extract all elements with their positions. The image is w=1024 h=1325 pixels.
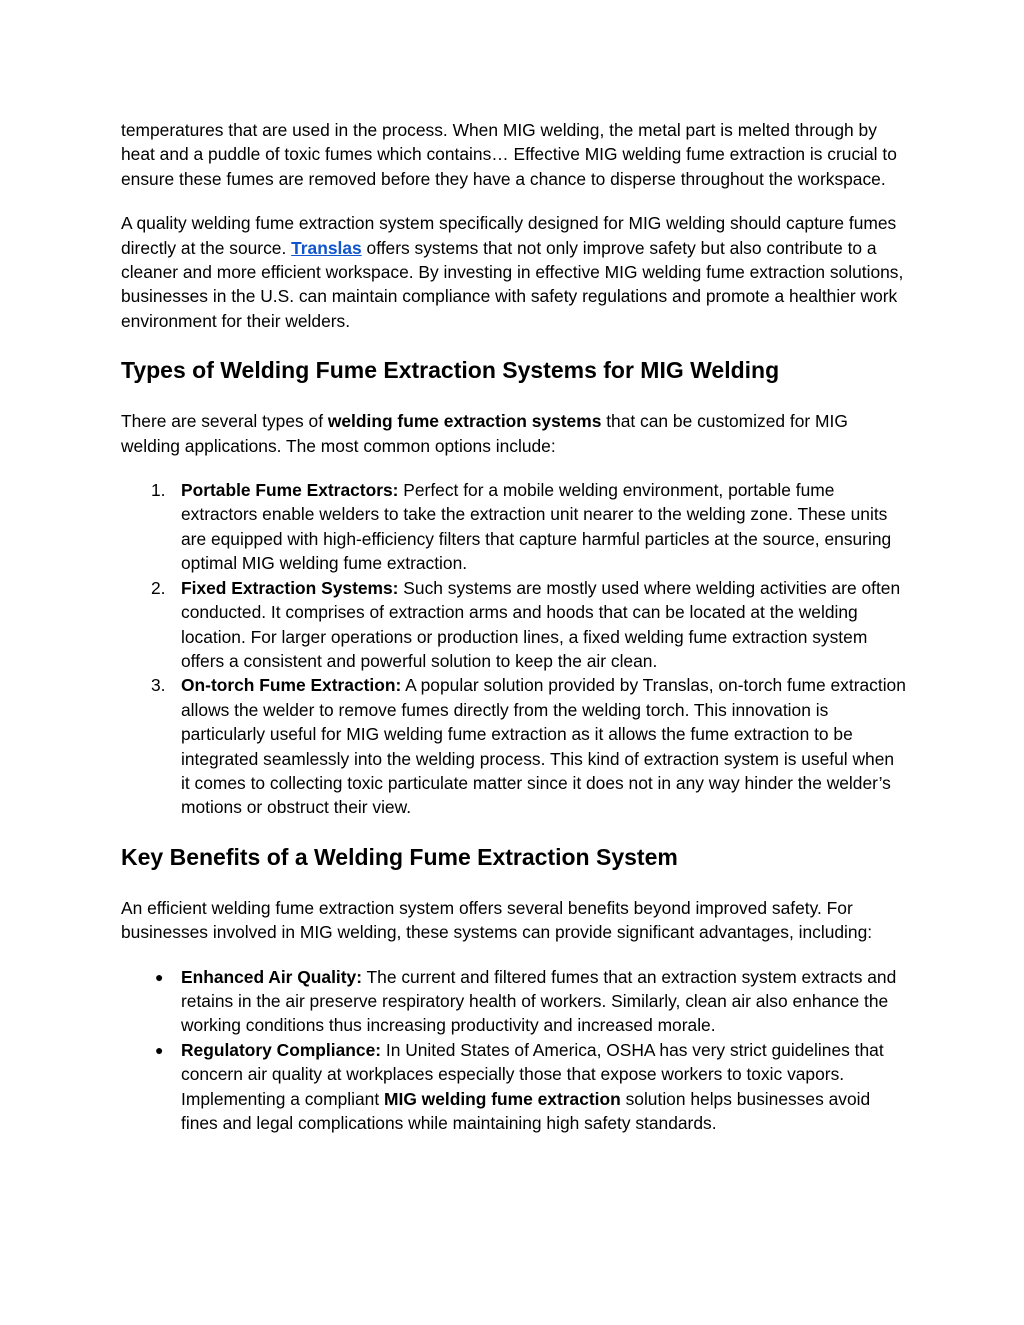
types-heading: Types of Welding Fume Extraction Systems for MIG Welding [121,357,780,384]
bullet-icon: ● [155,968,164,985]
list-item [121,478,906,576]
list-item-title: Portable Fume Extractors: [181,480,399,501]
translas-link[interactable]: Translas [291,237,362,258]
intro-p2-after: offers systems that not only improve safety but also contribute to a cleaner and more efficient workspace. By investing in effective MIG welding fume extraction solutions, businesses in the U.S. can maintain compliance with safety regulations and promote a healthier work environment for their welders. [121,237,904,331]
types-intro-bold: welding fume extraction systems [327,411,602,432]
list-number: 3. [151,675,166,696]
list-item-text: Perfect for a mobile welding environment, portable fume extractors enable welders to take the extraction unit nearer to the welding zone. These units are equipped with high-efficiency filters that capture harmful particles at the source, ensuring optimal MIG welding fume extraction. [181,480,892,574]
list-item-text-after: solution helps businesses avoid fines and legal complications while maintaining high safety standards. [181,1088,871,1133]
types-intro [121,409,906,458]
list-item [121,576,906,674]
list-item-title: On-torch Fume Extraction: [181,675,402,696]
list-number: 1. [151,480,166,501]
benefits-heading: Key Benefits of a Welding Fume Extraction System [121,843,678,870]
list-item [121,965,906,1038]
list-item [121,673,906,819]
list-item-text-bold: MIG welding fume extraction [384,1088,621,1109]
list-item-text: Such systems are mostly used where welding activities are often conducted. It comprises of extraction arms and hoods that can be located at the welding location. For larger operations or production lines, a fixed welding fume extraction system offers a consistent and powerful solution to keep the air clean. [181,577,901,671]
intro-paragraph-1: temperatures that are used in the process. When MIG welding, the metal part is melted through by heat and a puddle of toxic fumes which contains… Effective MIG welding fume extraction is crucial to ensure these fumes are removed before they have a chance to disperse throughout the workspace. [121,120,897,189]
list-number: 2. [151,577,166,598]
intro-p2-before: A quality welding fume extraction system specifically designed for MIG welding should capture fumes directly at the source. [121,213,897,258]
list-item [121,1038,906,1136]
bullet-icon: ● [155,1041,164,1058]
intro-paragraph-2 [121,211,906,333]
types-list [121,478,906,820]
document-body [121,118,906,1135]
list-item-title: Fixed Extraction Systems: [181,577,399,598]
list-item-text-before: In United States of America, OSHA has very strict guidelines that concern air quality at workplaces especially those that expose workers to toxic vapors. Implementing a compliant [181,1039,884,1109]
list-item-text: A popular solution provided by Translas, on-torch fume extraction allows the welder to remove fumes directly from the welding torch. This innovation is particularly useful for MIG welding fume extraction as it allows the fume extraction to be integrated seamlessly into the welding process. This kind of extraction system is useful when it comes to collecting toxic particulate matter since it does not in any way hinder the welder’s motions or obstruct their view. [181,675,906,818]
list-item-text: The current and filtered fumes that an extraction system extracts and retains in the air preserve respiratory health of workers. Similarly, clean air also enhance the working conditions thus increasing productivity and increased morale. [181,966,897,1036]
benefits-list [121,965,906,1136]
list-item-title: Regulatory Compliance: [181,1039,382,1060]
list-item-title: Enhanced Air Quality: [181,966,363,987]
types-intro-before: There are several types of [121,411,328,432]
benefits-intro: An efficient welding fume extraction system offers several benefits beyond improved safety. For businesses involved in MIG welding, these systems can provide significant advantages, including: [121,897,873,943]
types-intro-after: that can be customized for MIG welding applications. The most common options include: [121,411,848,456]
